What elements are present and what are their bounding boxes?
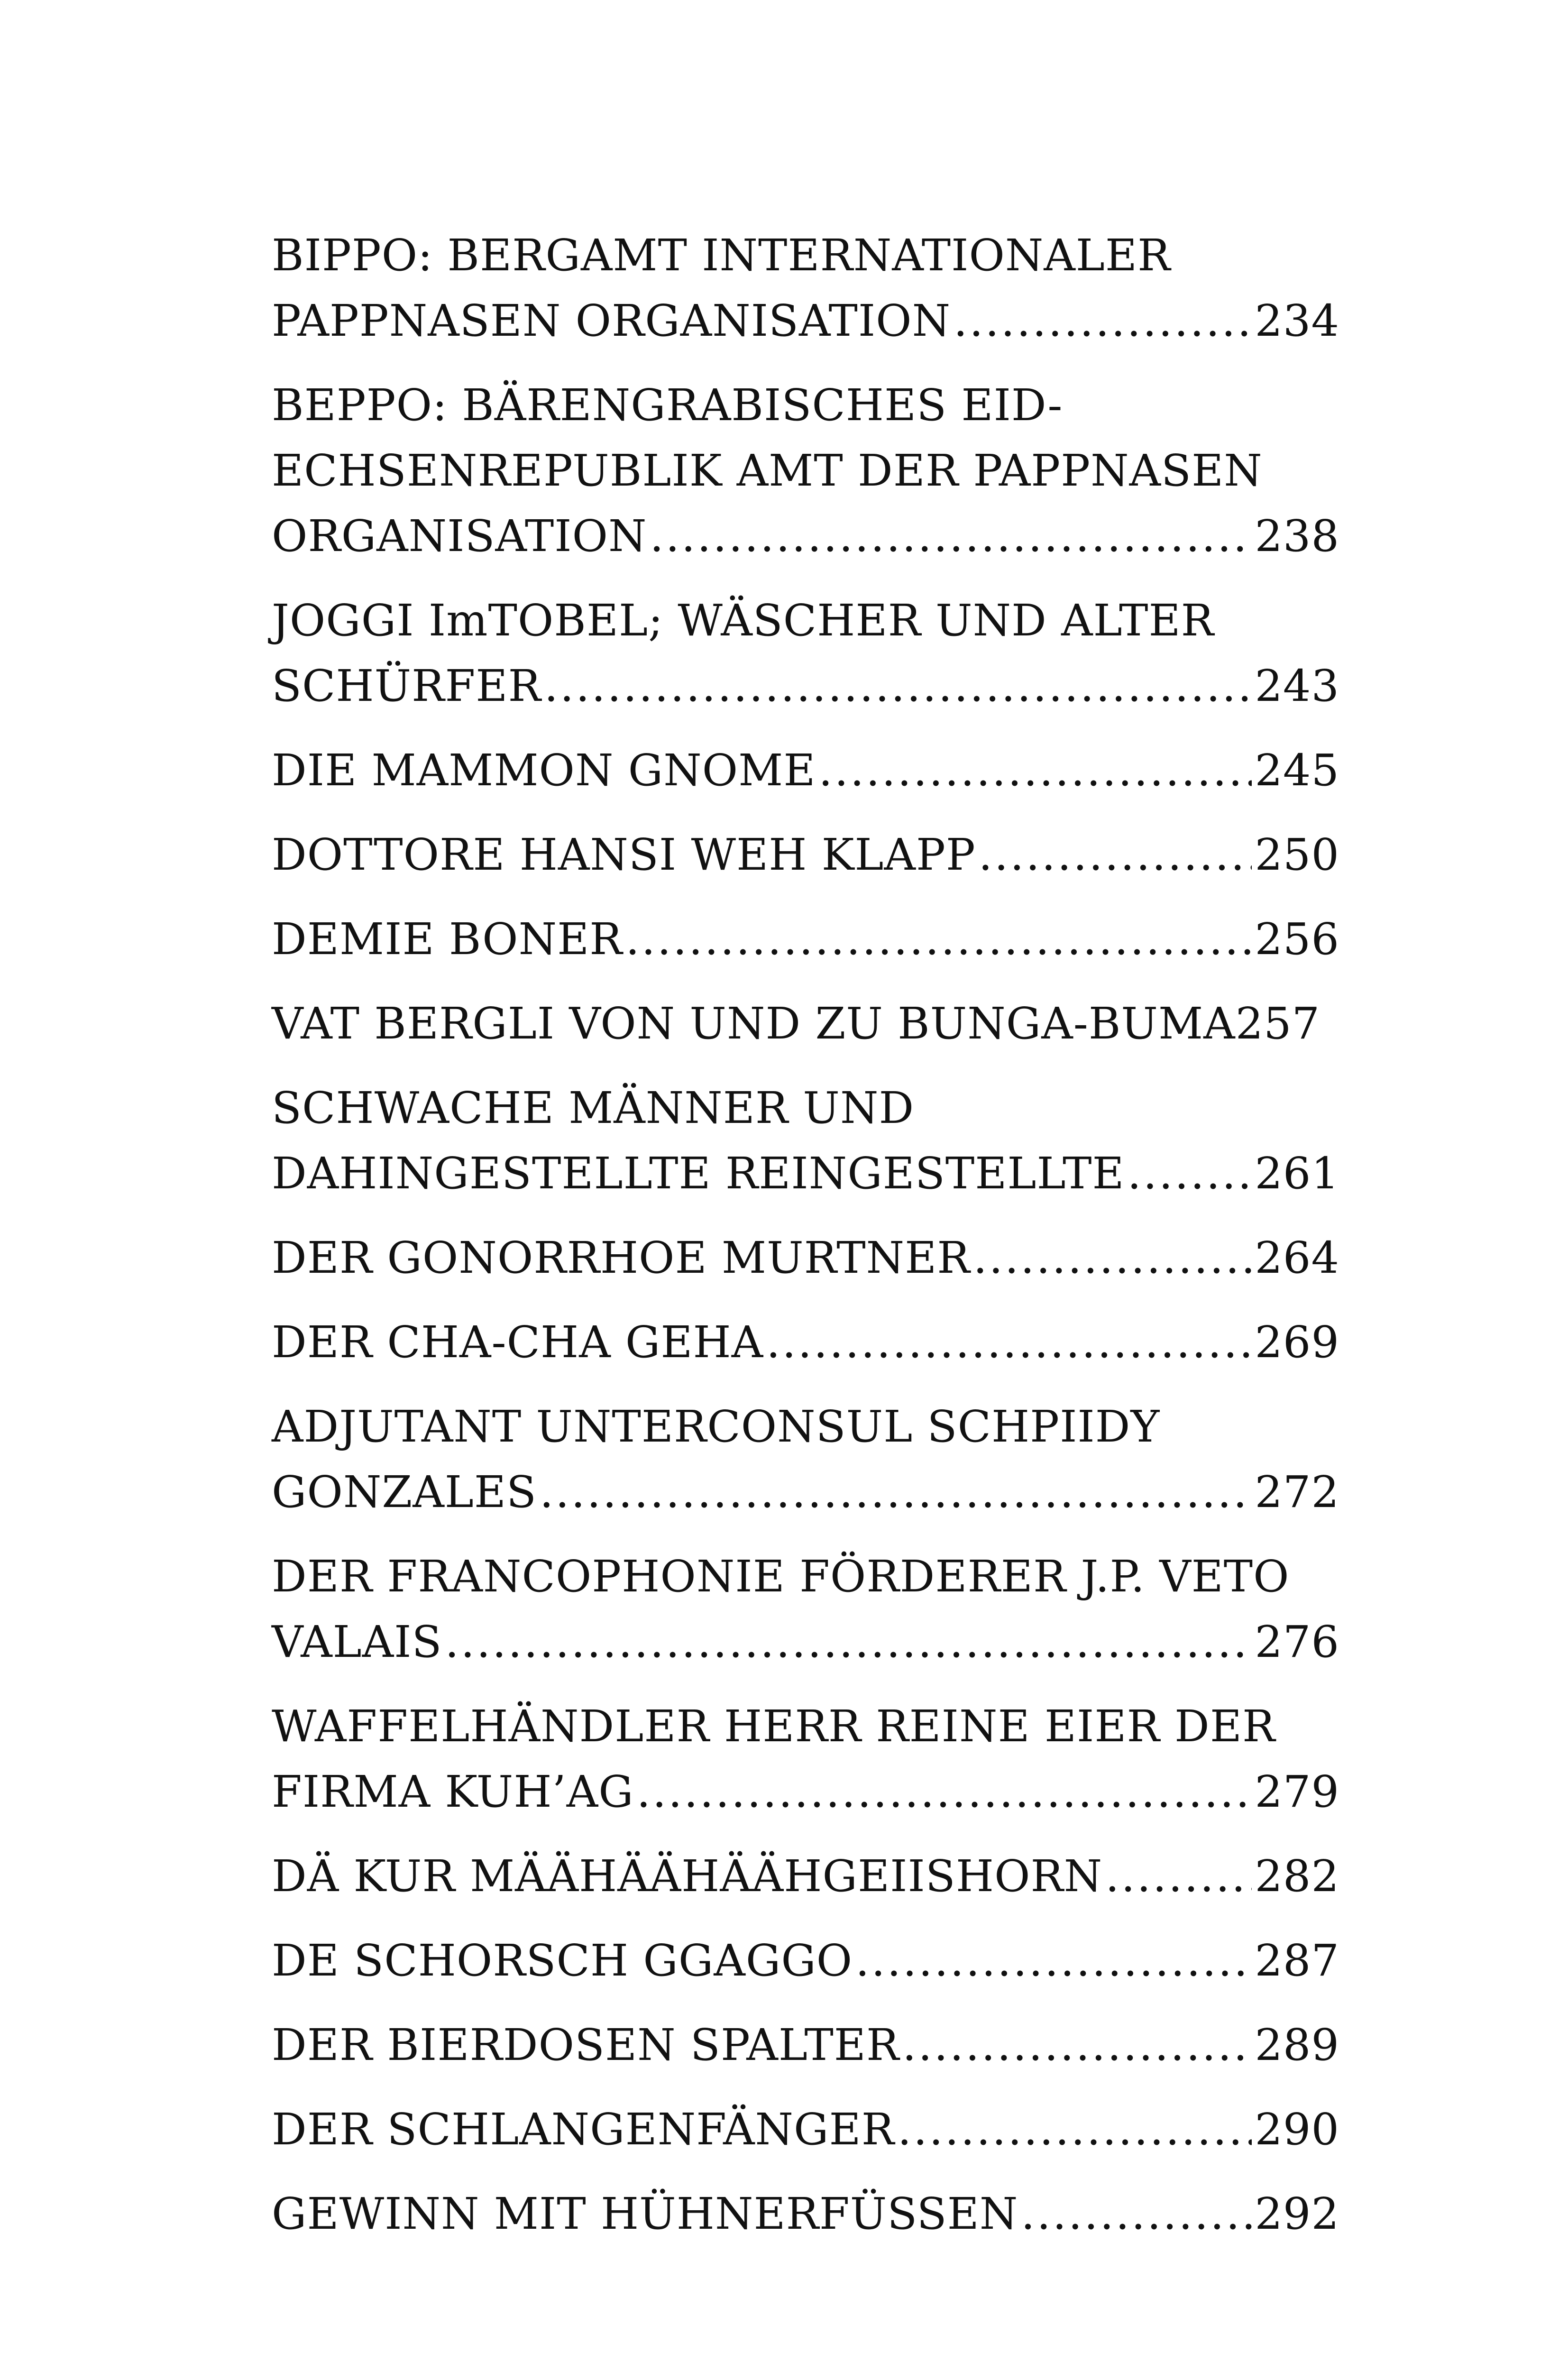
toc-entry xyxy=(272,2097,1339,2162)
toc-entry-title: DÄ KUR MÄÄHÄÄHÄÄHGEIISHORN xyxy=(272,1851,1103,1902)
toc-page-number: 261 xyxy=(1255,1148,1339,1199)
toc-entry-title: VALAIS xyxy=(272,1617,442,1667)
dot-leader xyxy=(954,288,1252,354)
dot-leader xyxy=(650,504,1252,569)
toc-entry-title: BIPPO: BERGAMT INTERNATIONALER xyxy=(272,230,1171,281)
toc-entry-title: DAHINGESTELLTE REINGESTELLTE xyxy=(272,1148,1125,1199)
toc-entry-title: WAFFELHÄNDLER HERR REINE EIER DER xyxy=(272,1701,1276,1752)
toc-entry xyxy=(272,1075,1339,1206)
dot-leader xyxy=(626,907,1252,972)
toc-entry-title: DEMIE BONER xyxy=(272,914,623,965)
toc-entry-title: ORGANISATION xyxy=(272,511,647,561)
dot-leader xyxy=(855,1928,1252,1994)
toc-page-number: 292 xyxy=(1255,2188,1339,2239)
toc-page-number: 264 xyxy=(1255,1232,1339,1283)
toc-entry xyxy=(272,1694,1339,1825)
toc-page-number: 243 xyxy=(1255,661,1339,711)
dot-leader xyxy=(445,1609,1252,1675)
toc-entry-title: GEWINN MIT HÜHNERFÜSSEN xyxy=(272,2188,1018,2239)
dot-leader xyxy=(540,1460,1252,1525)
toc-entry-title: DER BIERDOSEN SPALTER xyxy=(272,2020,900,2070)
toc-page-number: 256 xyxy=(1255,914,1339,965)
toc-entry-title: PAPPNASEN ORGANISATION xyxy=(272,295,951,346)
toc-entry-title: SCHWACHE MÄNNER UND xyxy=(272,1083,915,1133)
dot-leader xyxy=(766,1310,1252,1375)
toc-page-number: 272 xyxy=(1255,1467,1339,1517)
toc-entry xyxy=(272,2181,1339,2247)
toc-entry-title: DER FRANCOPHONIE FÖRDERER J.P. VETO xyxy=(272,1551,1290,1602)
toc-page-number: 257 xyxy=(1235,998,1320,1049)
dot-leader xyxy=(979,822,1252,888)
toc-page-number: 250 xyxy=(1255,829,1339,880)
toc-entry xyxy=(272,1310,1339,1375)
toc-entry xyxy=(272,373,1339,569)
dot-leader xyxy=(819,738,1252,803)
toc-entry-title: JOGGI ImTOBEL; WÄSCHER UND ALTER xyxy=(272,595,1214,646)
toc-entry xyxy=(272,1928,1339,1994)
dot-leader xyxy=(637,1759,1252,1825)
toc-page-number: 282 xyxy=(1255,1851,1339,1902)
dot-leader xyxy=(973,1225,1252,1291)
toc-page-number: 279 xyxy=(1255,1766,1339,1817)
toc-entry xyxy=(272,2013,1339,2078)
toc-entry xyxy=(272,1844,1339,1909)
toc-page-number: 290 xyxy=(1255,2104,1339,2155)
toc-entry xyxy=(272,907,1339,972)
dot-leader xyxy=(1021,2181,1252,2247)
dot-leader xyxy=(898,2097,1252,2162)
toc-page-number: 245 xyxy=(1255,745,1339,796)
toc-entry xyxy=(272,1544,1339,1675)
toc-entry xyxy=(272,223,1339,354)
toc-entry xyxy=(272,1394,1339,1525)
toc-entry-title: DER GONORRHOE MURTNER xyxy=(272,1232,971,1283)
toc-entry xyxy=(272,991,1339,1057)
toc-entry xyxy=(272,588,1339,719)
toc-page-number: 238 xyxy=(1255,511,1339,561)
toc-entry-title: SCHÜRFER xyxy=(272,661,541,711)
toc-entry xyxy=(272,1225,1339,1291)
toc-entry-title: GONZALES xyxy=(272,1467,537,1517)
table-of-contents xyxy=(272,223,1339,2266)
toc-page-number: 269 xyxy=(1255,1317,1339,1368)
dot-leader xyxy=(1105,1844,1252,1909)
toc-entry-title: DE SCHORSCH GGAGGO xyxy=(272,1935,853,1986)
toc-page-number: 276 xyxy=(1255,1617,1339,1667)
dot-leader xyxy=(544,653,1252,719)
toc-entry-title: VAT BERGLI VON UND ZU BUNGA-BUMA xyxy=(272,998,1236,1049)
toc-page-number: 234 xyxy=(1255,295,1339,346)
toc-entry-title: BEPPO: BÄRENGRABISCHES EID- xyxy=(272,380,1063,431)
toc-entry-title: ECHSENREPUBLIK AMT DER PAPPNASEN xyxy=(272,445,1263,496)
toc-page-number: 289 xyxy=(1255,2020,1339,2070)
toc-entry-title: DER CHA-CHA GEHA xyxy=(272,1317,764,1368)
toc-entry-title: DOTTORE HANSI WEH KLAPP xyxy=(272,829,976,880)
dot-leader xyxy=(902,2013,1252,2078)
toc-entry-title: DIE MAMMON GNOME xyxy=(272,745,816,796)
toc-entry-title: DER SCHLANGENFÄNGER xyxy=(272,2104,895,2155)
toc-entry-title: FIRMA KUH’AG xyxy=(272,1766,634,1817)
toc-entry xyxy=(272,738,1339,803)
toc-entry-title: ADJUTANT UNTERCONSUL SCHPIIDY xyxy=(272,1401,1160,1452)
toc-page-number: 287 xyxy=(1255,1935,1339,1986)
toc-entry xyxy=(272,822,1339,888)
dot-leader xyxy=(1128,1141,1252,1206)
